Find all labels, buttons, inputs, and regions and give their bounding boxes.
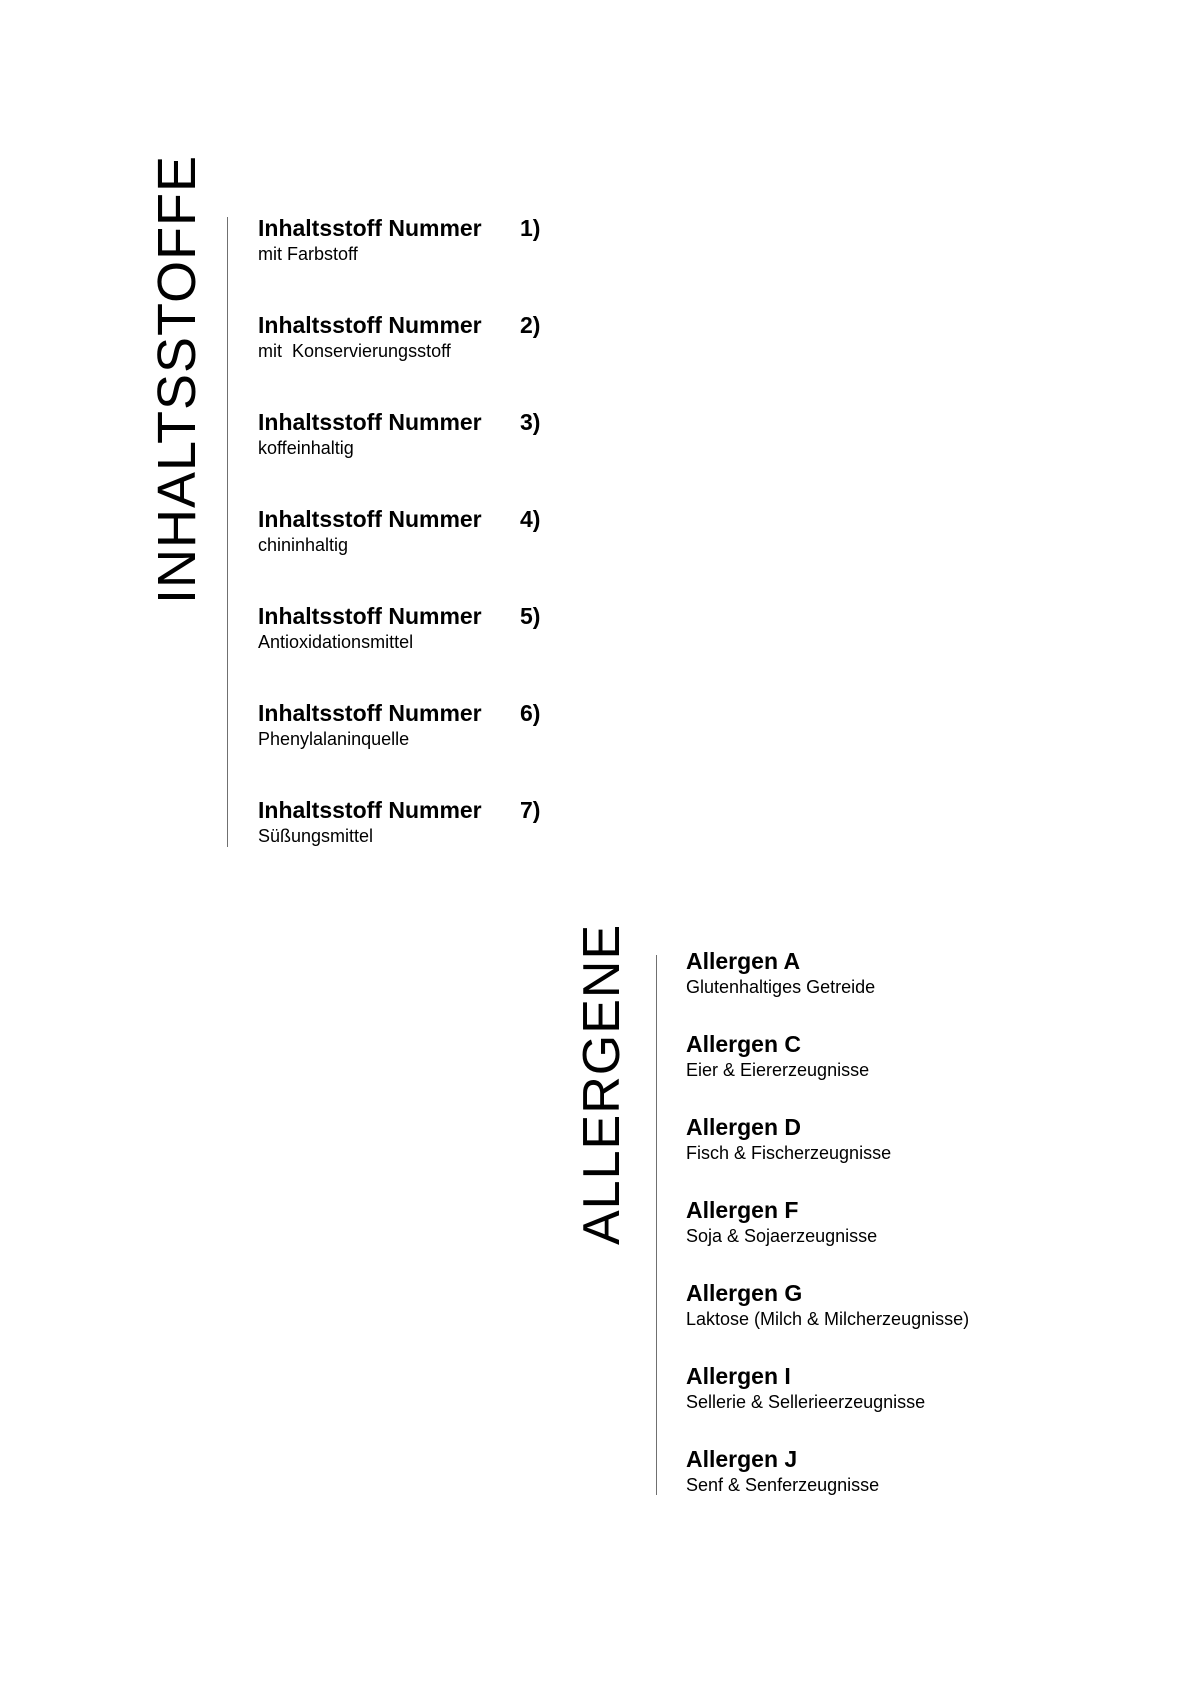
ingredient-item [258,311,578,363]
allergen-item [686,1030,1106,1082]
ingredient-label: Inhaltsstoff Nummer [258,215,482,241]
ingredient-label: Inhaltsstoff Nummer [258,409,482,435]
ingredient-item [258,214,578,266]
ingredient-description: Süßungsmittel [258,826,374,846]
allergen-item [686,947,1106,999]
ingredient-item [258,505,578,557]
ingredient-item [258,602,578,654]
allergen-label: Allergen A [686,948,801,974]
ingredient-label: Inhaltsstoff Nummer [258,506,482,532]
allergen-item [686,1362,1106,1414]
allergen-label: Allergen F [686,1197,799,1223]
inhaltsstoffe-title: INHALTSSTOFFE [147,154,207,604]
ingredient-number: 3) [520,409,541,435]
allergen-item [686,1196,1106,1248]
allergen-description: Senf & Senferzeugnisse [686,1475,880,1495]
ingredient-label: Inhaltsstoff Nummer [258,603,482,629]
allergen-description: Soja & Sojaerzeugnisse [686,1226,878,1246]
ingredient-number: 7) [520,797,541,823]
ingredient-item [258,699,578,751]
allergen-label: Allergen J [686,1446,798,1472]
ingredient-description: mit Konservierungsstoff [258,341,451,361]
allergen-label: Allergen D [686,1114,802,1140]
ingredient-label: Inhaltsstoff Nummer [258,797,482,823]
ingredient-number: 4) [520,506,541,532]
allergene-title: ALLERGENE [573,923,631,1245]
ingredient-number: 6) [520,700,541,726]
allergen-item [686,1445,1106,1497]
ingredient-number: 5) [520,603,541,629]
allergen-item [686,1279,1106,1331]
ingredient-item [258,796,578,848]
allergen-description: Laktose (Milch & Milcherzeugnisse) [686,1309,970,1329]
inhaltsstoffe-divider [227,217,228,847]
allergen-description: Fisch & Fischerzeugnisse [686,1143,892,1163]
ingredient-description: Antioxidationsmittel [258,632,414,652]
allergen-label: Allergen I [686,1363,791,1389]
allergen-description: Glutenhaltiges Getreide [686,977,876,997]
allergen-label: Allergen C [686,1031,802,1057]
ingredient-label: Inhaltsstoff Nummer [258,700,482,726]
ingredient-number: 1) [520,215,541,241]
ingredient-description: chininhaltig [258,535,349,555]
allergene-divider [656,955,657,1495]
ingredient-description: Phenylalaninquelle [258,729,410,749]
allergen-item [686,1113,1106,1165]
ingredient-item [258,408,578,460]
ingredient-description: mit Farbstoff [258,244,358,264]
ingredient-number: 2) [520,312,541,338]
ingredient-label: Inhaltsstoff Nummer [258,312,482,338]
allergen-label: Allergen G [686,1280,803,1306]
allergen-description: Eier & Eiererzeugnisse [686,1060,870,1080]
ingredient-description: koffeinhaltig [258,438,354,458]
allergen-description: Sellerie & Sellerieerzeugnisse [686,1392,926,1412]
